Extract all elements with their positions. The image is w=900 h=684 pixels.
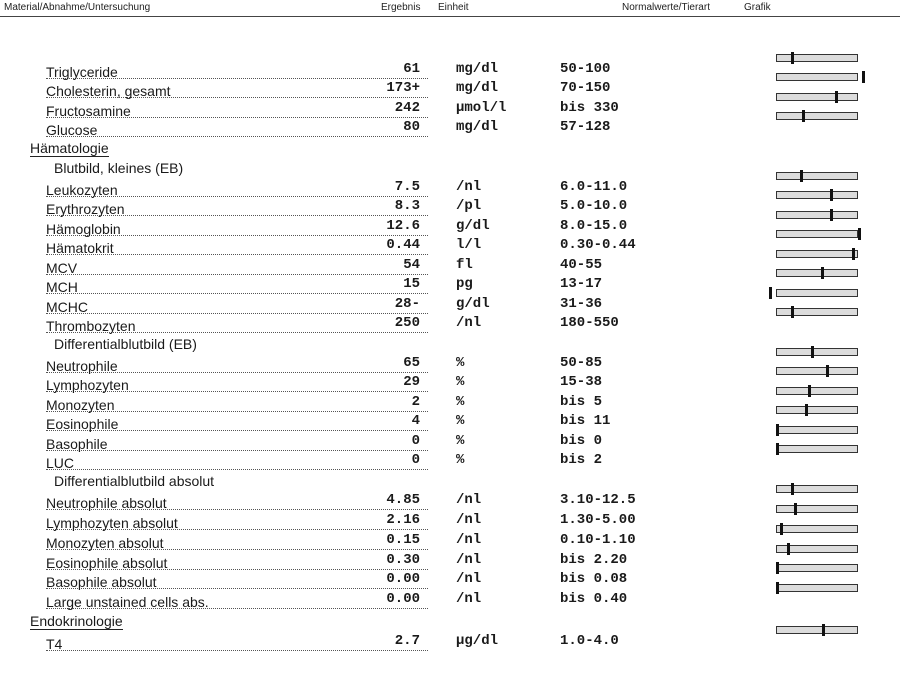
range-graphic <box>776 367 858 375</box>
range-marker <box>776 582 779 594</box>
test-name: LUC <box>46 455 75 471</box>
test-name: Cholesterin, gesamt <box>46 83 171 99</box>
result-unit: mg/dl <box>456 61 499 77</box>
range-marker <box>791 306 794 318</box>
reference-range: bis 2 <box>560 452 603 468</box>
result-value: 2.16 <box>386 512 420 528</box>
test-name: Large unstained cells abs. <box>46 594 209 610</box>
dotted-leader <box>46 469 428 470</box>
result-value: 242 <box>394 100 420 116</box>
reference-range: 57-128 <box>560 119 611 135</box>
result-value: 4 <box>411 413 420 429</box>
result-value: 61 <box>403 61 420 77</box>
header-normalwerte: Normalwerte/Tierart <box>622 2 710 13</box>
range-marker <box>791 52 794 64</box>
range-marker <box>805 404 808 416</box>
test-name: Lymphozyten absolut <box>46 515 178 531</box>
test-name: Monozyten <box>46 397 115 413</box>
test-name: Monozyten absolut <box>46 535 164 551</box>
result-value: 4.85 <box>386 492 420 508</box>
range-graphic <box>776 485 858 493</box>
result-unit: /nl <box>456 315 482 331</box>
result-value: 12.6 <box>386 218 420 234</box>
range-marker <box>811 346 814 358</box>
result-unit: % <box>456 433 465 449</box>
test-name: Eosinophile <box>46 416 119 432</box>
reference-range: 3.10-12.5 <box>560 492 636 508</box>
test-name: Leukozyten <box>46 182 118 198</box>
result-value: 80 <box>403 119 420 135</box>
range-marker <box>822 624 825 636</box>
header-einheit: Einheit <box>438 2 469 13</box>
result-value: 29 <box>403 374 420 390</box>
range-marker <box>802 110 805 122</box>
result-value: 8.3 <box>394 198 420 214</box>
result-unit: g/dl <box>456 296 490 312</box>
reference-range: 0.10-1.10 <box>560 532 636 548</box>
result-row <box>0 570 900 590</box>
result-unit: /pl <box>456 198 482 214</box>
range-graphic <box>776 626 858 634</box>
range-marker <box>821 267 824 279</box>
range-graphic <box>776 545 858 553</box>
test-name: MCHC <box>46 299 88 315</box>
range-graphic <box>776 211 858 219</box>
range-graphic <box>776 564 858 572</box>
result-row <box>0 373 900 393</box>
test-name: Hämatokrit <box>46 240 114 256</box>
result-row <box>0 256 900 276</box>
reference-range: 40-55 <box>560 257 603 273</box>
result-value: 2 <box>411 394 420 410</box>
range-graphic <box>776 387 858 395</box>
result-row <box>0 178 900 198</box>
result-unit: mg/dl <box>456 119 499 135</box>
reference-range: 13-17 <box>560 276 603 292</box>
test-name: MCH <box>46 279 78 295</box>
subsection-blutbild: Blutbild, kleines (EB) <box>54 160 184 176</box>
result-row <box>0 632 900 652</box>
result-value: 0 <box>411 433 420 449</box>
section-haematologie: Hämatologie <box>30 140 109 156</box>
result-row <box>0 451 900 471</box>
result-row <box>0 531 900 551</box>
result-unit: /nl <box>456 552 482 568</box>
test-name: Thrombozyten <box>46 318 136 334</box>
result-row <box>0 412 900 432</box>
range-marker <box>794 503 797 515</box>
result-unit: % <box>456 394 465 410</box>
range-graphic <box>776 289 858 297</box>
test-name: Lymphozyten <box>46 377 129 393</box>
range-graphic <box>776 348 858 356</box>
test-name: Hämoglobin <box>46 221 121 237</box>
result-value: 0.15 <box>386 532 420 548</box>
result-value: 54 <box>403 257 420 273</box>
test-name: T4 <box>46 636 63 652</box>
range-graphic <box>776 308 858 316</box>
reference-range: bis 5 <box>560 394 603 410</box>
result-unit: /nl <box>456 492 482 508</box>
range-marker <box>858 228 861 240</box>
result-value: 0 <box>411 452 420 468</box>
result-row <box>0 118 900 138</box>
range-graphic <box>776 54 858 62</box>
dotted-leader <box>46 293 428 294</box>
range-marker <box>780 523 783 535</box>
result-row <box>0 236 900 256</box>
result-row <box>0 354 900 374</box>
table-header <box>0 0 900 17</box>
range-graphic <box>776 525 858 533</box>
range-graphic <box>776 426 858 434</box>
reference-range: bis 0.08 <box>560 571 628 587</box>
test-name: Basophile absolut <box>46 574 157 590</box>
result-row <box>0 551 900 571</box>
reference-range: 31-36 <box>560 296 603 312</box>
result-value: 173+ <box>386 80 420 96</box>
range-marker <box>835 91 838 103</box>
result-row <box>0 217 900 237</box>
result-row <box>0 491 900 511</box>
range-marker <box>862 71 865 83</box>
result-unit: mg/dl <box>456 80 499 96</box>
range-graphic <box>776 230 858 238</box>
result-unit: /nl <box>456 571 482 587</box>
result-unit: % <box>456 452 465 468</box>
result-row <box>0 60 900 80</box>
result-row <box>0 590 900 610</box>
reference-range: bis 11 <box>560 413 611 429</box>
result-unit: /nl <box>456 591 482 607</box>
reference-range: 6.0-11.0 <box>560 179 628 195</box>
range-graphic <box>776 191 858 199</box>
test-name: Neutrophile absolut <box>46 495 167 511</box>
result-unit: g/dl <box>456 218 490 234</box>
result-row <box>0 99 900 119</box>
reference-range: 15-38 <box>560 374 603 390</box>
range-marker <box>800 170 803 182</box>
test-name: MCV <box>46 260 78 276</box>
result-value: 0.30 <box>386 552 420 568</box>
result-value: 28- <box>394 296 420 312</box>
reference-range: bis 0.40 <box>560 591 628 607</box>
reference-range: 8.0-15.0 <box>560 218 628 234</box>
header-grafik: Grafik <box>744 2 771 13</box>
range-marker <box>787 543 790 555</box>
reference-range: bis 0 <box>560 433 603 449</box>
reference-range: 1.30-5.00 <box>560 512 636 528</box>
result-value: 0.44 <box>386 237 420 253</box>
range-graphic <box>776 584 858 592</box>
result-row <box>0 511 900 531</box>
result-value: 15 <box>403 276 420 292</box>
result-value: 0.00 <box>386 591 420 607</box>
range-marker <box>830 189 833 201</box>
result-unit: /nl <box>456 179 482 195</box>
range-marker <box>830 209 833 221</box>
result-row <box>0 79 900 99</box>
range-graphic <box>776 505 858 513</box>
range-marker <box>826 365 829 377</box>
result-value: 0.00 <box>386 571 420 587</box>
reference-range: 50-100 <box>560 61 611 77</box>
range-graphic <box>776 73 858 81</box>
test-name: Basophile <box>46 436 108 452</box>
reference-range: 0.30-0.44 <box>560 237 636 253</box>
reference-range: 1.0-4.0 <box>560 633 619 649</box>
result-row <box>0 314 900 334</box>
test-name: Eosinophile absolut <box>46 555 168 571</box>
result-unit: fl <box>456 257 473 273</box>
subsection-differentialblutbild: Differentialblutbild (EB) <box>54 336 197 352</box>
reference-range: 180-550 <box>560 315 619 331</box>
range-graphic <box>776 445 858 453</box>
test-name: Triglyceride <box>46 64 118 80</box>
reference-range: bis 330 <box>560 100 619 116</box>
range-marker <box>769 287 772 299</box>
result-value: 2.7 <box>394 633 420 649</box>
range-graphic <box>776 250 858 258</box>
result-row <box>0 295 900 315</box>
range-marker <box>791 483 794 495</box>
result-value: 65 <box>403 355 420 371</box>
range-graphic <box>776 93 858 101</box>
subsection-differentialblutbild-absolut: Differentialblutbild absolut <box>54 473 215 489</box>
test-name: Fructosamine <box>46 103 131 119</box>
range-marker <box>776 424 779 436</box>
test-name: Glucose <box>46 122 98 138</box>
result-unit: % <box>456 374 465 390</box>
reference-range: 50-85 <box>560 355 603 371</box>
result-row <box>0 275 900 295</box>
result-value: 250 <box>394 315 420 331</box>
result-unit: µg/dl <box>456 633 499 649</box>
result-row <box>0 393 900 413</box>
test-name: Neutrophile <box>46 358 118 374</box>
reference-range: bis 2.20 <box>560 552 628 568</box>
range-marker <box>808 385 811 397</box>
range-marker <box>776 443 779 455</box>
result-unit: µmol/l <box>456 100 507 116</box>
section-endokrinologie: Endokrinologie <box>30 613 123 629</box>
result-unit: l/l <box>456 237 482 253</box>
range-graphic <box>776 112 858 120</box>
range-graphic <box>776 269 858 277</box>
result-unit: % <box>456 355 465 371</box>
result-unit: % <box>456 413 465 429</box>
dotted-leader <box>46 136 428 137</box>
header-ergebnis: Ergebnis <box>381 2 421 13</box>
dotted-leader <box>46 650 428 651</box>
range-graphic <box>776 406 858 414</box>
reference-range: 5.0-10.0 <box>560 198 628 214</box>
reference-range: 70-150 <box>560 80 611 96</box>
result-row <box>0 432 900 452</box>
range-marker <box>776 562 779 574</box>
result-unit: /nl <box>456 512 482 528</box>
result-unit: /nl <box>456 532 482 548</box>
range-graphic <box>776 172 858 180</box>
header-material: Material/Abnahme/Untersuchung <box>4 2 151 13</box>
result-unit: pg <box>456 276 473 292</box>
range-marker <box>852 248 855 260</box>
result-value: 7.5 <box>394 179 420 195</box>
test-name: Erythrozyten <box>46 201 125 217</box>
result-row <box>0 197 900 217</box>
